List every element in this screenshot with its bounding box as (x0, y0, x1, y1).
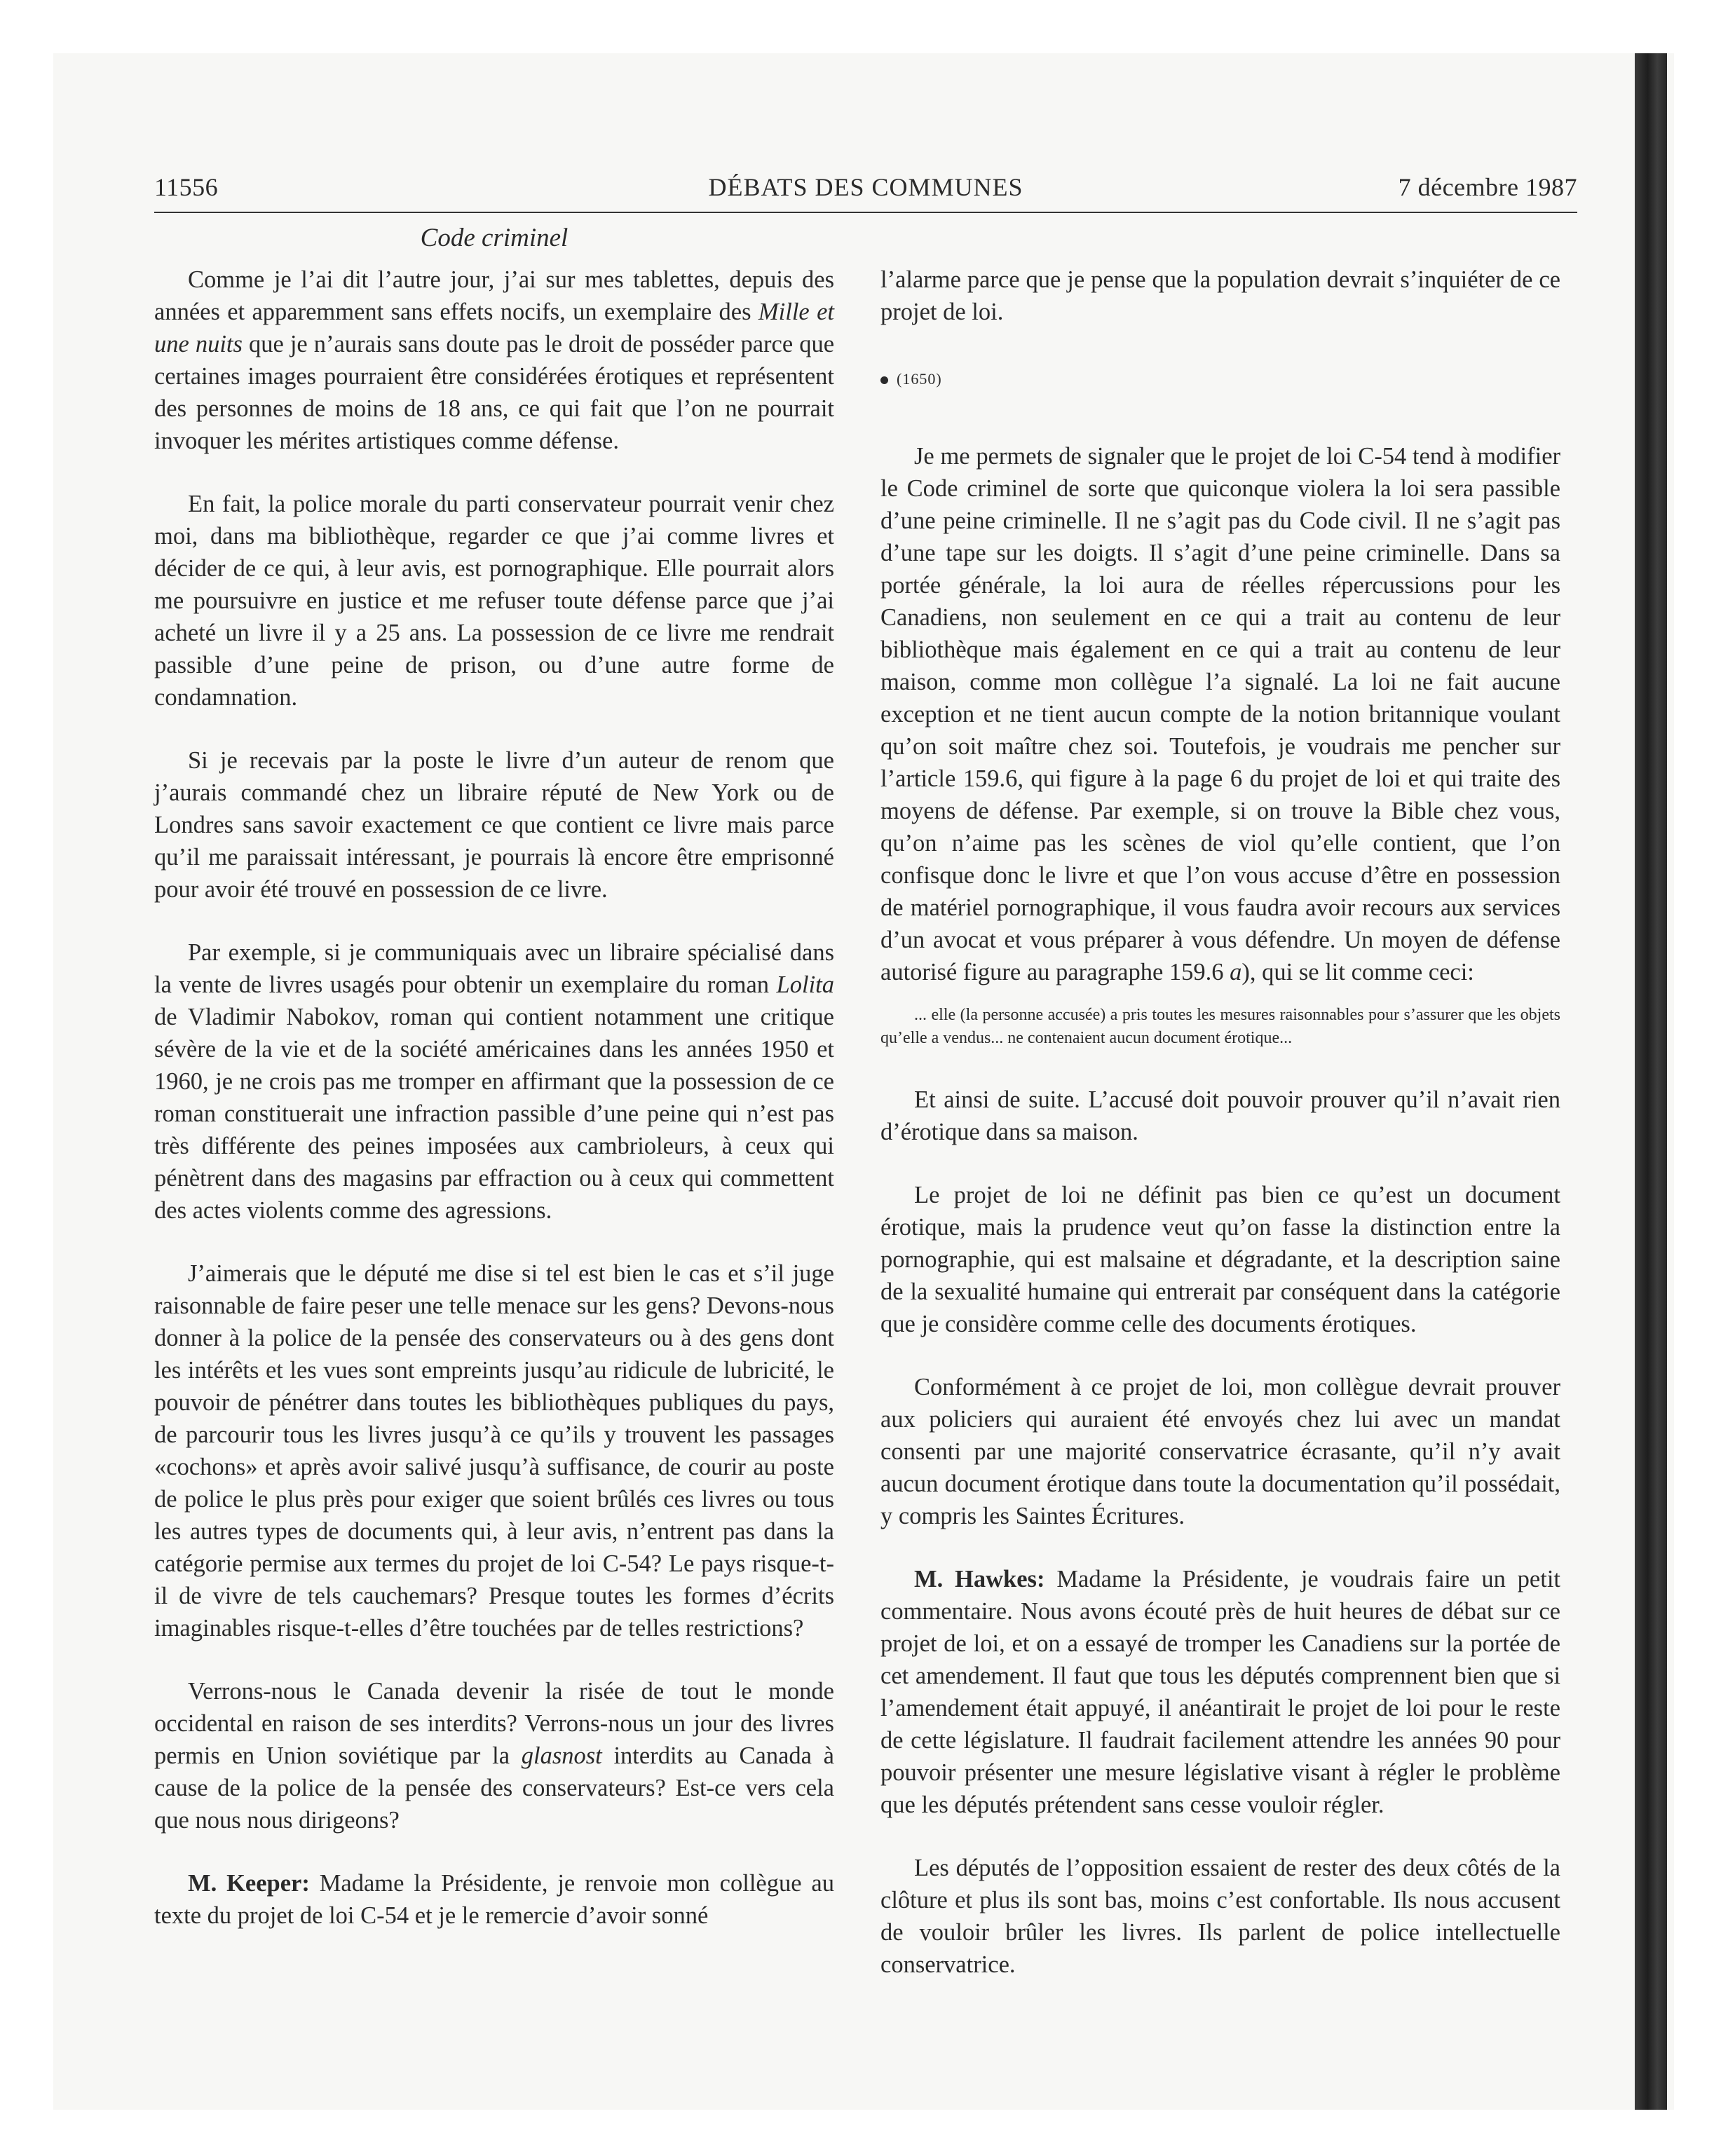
paragraph: J’aimerais que le député me dise si tel est bien le cas et s’il juge raisonnable de faire peser une telle menace sur les gens? Devons-nous donner à la police de la pensée des conservateurs ou à des gens dont les intérêts et les vues sont empreints jusqu’au ridicule de lubricité, le pouvoir de pénétrer dans toutes les bibliothèques publiques du pays, de parcourir tous les livres jusqu’à ce qu’ils y trouvent les passages «cochons» et après avoir salivé jusqu’à suffisance, de courir au poste de police le plus près pour exiger que soient brûlés ces livres ou tous les autres types de documents qui, à leur avis, n’entrent pas dans la catégorie permise aux termes du projet de loi C-54? Le pays risque-t-il de vivre de tels cauchemars? Presque toutes les formes d’écrits imaginables risque-t-elles d’être touchées par de telles restrictions? (154, 1260, 834, 1642)
paragraph: Le projet de loi ne définit pas bien ce qu’est un document érotique, mais la prudence veut qu’on fasse la distinction entre la pornographie, qui est malsaine et dégradante, et la description saine de la sexualité humaine qui entrerait par conséquent dans la catégorie que je considère comme celle des documents érotiques. (880, 1182, 1560, 1337)
page-header (154, 168, 1577, 213)
publication-title: DÉBATS DES COMMUNES (708, 173, 1023, 201)
paragraph: Par exemple, si je communiquais avec un libraire spécialisé dans la vente de livres usagés pour obtenir un exemplaire du roman Lolita de Vladimir Nabokov, roman qui contient notamment une critique sévère de la vie et de la société américaines dans les années 1950 et 1960, je ne crois pas me tromper en affirmant que la possession de ce roman constituerait une infraction passible d’une peine qui n’est pas très différente des peines imposées aux cambrioleurs, à ceux qui pénètrent dans des magasins par effraction ou à ceux qui commettent des actes violents comme des agressions. (154, 939, 834, 1224)
paragraph: l’alarme parce que je pense que la population devrait s’inquiéter de ce projet de loi. (880, 266, 1560, 325)
block-quote: ... elle (la personne accusée) a pris toutes les mesures raisonnables pour s’assurer que les objets qu’elle a vendus... ne contenaient aucun document érotique... (880, 1006, 1560, 1047)
speaker-paragraph: M. Keeper: Madame la Présidente, je renvoie mon collègue au texte du projet de loi C-54 et je le remercie d’avoir sonné (154, 1870, 834, 1929)
time-marker: (1650) (880, 363, 1560, 395)
speaker-paragraph: M. Hawkes: Madame la Présidente, je voudrais faire un petit commentaire. Nous avons écouté près de huit heures de débat sur ce projet de loi, et on a essayé de tromper les Canadiens sur la portée de cet amendement. Il faut que tous les députés comprennent bien que si l’amendement était appuyé, il anéantirait le projet de loi pour le reste de cette législature. Il faudrait facilement attendre les années 90 pour pouvoir présenter une mesure législative visant à régler le problème que les députés prétendent sans cesse vouloir régler. (880, 1566, 1560, 1818)
paragraph: Je me permets de signaler que le projet de loi C-54 tend à modifier le Code criminel de sorte que quiconque violera la loi sera passible d’une peine criminelle. Il ne s’agit pas du Code civil. Il ne s’agit pas d’une tape sur les doigts. Il s’agit d’une peine criminelle. Dans sa portée générale, la loi aura de réelles répercussions pour les Canadiens, non seulement en ce qui a trait au contenu de leur bibliothèque mais également en ce qui a trait au contenu de leur maison, comme mon collègue l’a signalé. La loi ne fait aucune exception et ne tient aucun compte de la notion britannique voulant qu’on soit maître chez soi. Toutefois, je voudrais me pencher sur l’article 159.6, qui figure à la page 6 du projet de loi et qui traite des moyens de défense. Par exemple, si on trouve la Bible chez vous, qu’on n’aime pas les scènes de viol qu’elle contient, que l’on confisque donc le livre et que l’on vous accuse d’être en possession de matériel pornographique, il vous faudra avoir recours aux services d’un avocat et vous préparer à vous défendre. Un moyen de défense autorisé figure au paragraphe 159.6 a), qui se lit comme ceci: (880, 443, 1560, 985)
paragraph: Si je recevais par la poste le livre d’un auteur de renom que j’aurais commandé chez un libraire réputé de New York ou de Londres sans savoir exactement ce que contient ce livre mais parce qu’il me paraissait intéressant, je pourrais là encore être emprisonné pour avoir été trouvé en possession de ce livre. (154, 747, 834, 903)
scan-edge-strip (1635, 53, 1667, 2110)
paragraph: Comme je l’ai dit l’autre jour, j’ai sur mes tablettes, depuis des années et apparemment sans effets nocifs, un exemplaire des Mille et une nuits que je n’aurais sans doute pas le droit de posséder parce que certaines images pourraient être considérées érotiques et représentent des personnes de moins de 18 ans, ce qui fait que l’on ne pourrait invoquer les mérites artistiques comme défense. (154, 266, 835, 454)
speaker-name: M. Keeper: (188, 1870, 310, 1897)
right-column (880, 264, 1560, 1981)
left-column (154, 264, 834, 1932)
issue-date: 7 décembre 1987 (1398, 173, 1577, 201)
paragraph: Les députés de l’opposition essaient de rester des deux côtés de la clôture et plus ils sont bas, moins c’est confortable. Ils nous accusent de vouloir brûler les livres. Ils parlent de police intellectuelle conservatrice. (880, 1855, 1560, 1978)
paragraph: Verrons-nous le Canada devenir la risée de tout le monde occidental en raison de ses interdits? Verrons-nous un jour des livres permis en Union soviétique par la glasnost interdits au Canada à cause de la police de la pensée des conservateurs? Est-ce vers cela que nous nous dirigeons? (154, 1678, 834, 1834)
document-page (154, 168, 1577, 2019)
page-number: 11556 (154, 173, 219, 201)
paragraph: Et ainsi de suite. L’accusé doit pouvoir prouver qu’il n’avait rien d’érotique dans sa maison. (880, 1086, 1560, 1145)
paragraph: Conformément à ce projet de loi, mon collègue devrait prouver aux policiers qui auraient été envoyés chez lui avec un mandat consenti par une majorité conservatrice écrasante, qu’il n’y avait aucun document érotique dans toute la documentation qu’il possédait, y compris les Saintes Écritures. (880, 1374, 1560, 1529)
speaker-name: M. Hawkes: (914, 1566, 1045, 1592)
section-subhead: Code criminel (420, 224, 569, 252)
paragraph: En fait, la police morale du parti conservateur pourrait venir chez moi, dans ma bibliothèque, regarder ce que j’ai comme livres et décider de ce qui, à leur avis, est pornographique. Elle pourrait alors me poursuivre en justice et me refuser toute défense parce que j’ai acheté un livre il y a 25 ans. La possession de ce livre me rendrait passible d’une peine de prison, ou d’une autre forme de condamnation. (154, 491, 834, 711)
bullet-dot-icon (880, 376, 888, 384)
